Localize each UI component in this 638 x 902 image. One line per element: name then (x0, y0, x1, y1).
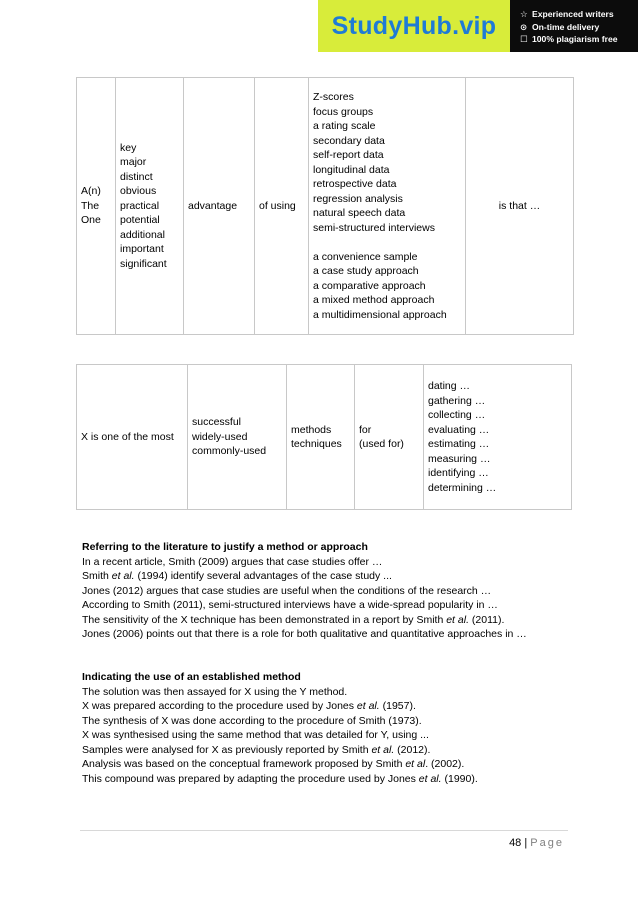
t2-col-subject: X is one of the most (77, 365, 188, 510)
example-sentence: In a recent article, Smith (2009) argues that case studies offer … (82, 555, 383, 568)
page-footer (509, 836, 564, 851)
example-sentence: Analysis was based on the conceptual framework proposed by Smith et al. (2002). (82, 758, 465, 770)
banner-feature: ⊙ On-time delivery (520, 21, 600, 32)
example-sentence: Jones (2012) argues that case studies are useful when the conditions of the research … (82, 584, 492, 597)
example-sentence: The synthesis of X was done according to the procedure of Smith (1973). (82, 714, 422, 727)
t2-col-adjective: successful widely-used commonly-used (188, 365, 287, 510)
banner-feature: ☆ Experienced writers (520, 9, 614, 19)
document-icon: ☐ (520, 34, 528, 44)
star-icon: ☆ (520, 9, 528, 19)
t1-col-preposition: of using (255, 78, 309, 335)
banner-features (510, 0, 638, 52)
t1-col-conclusion: is that … (466, 78, 574, 335)
example-sentence: X was synthesised using the same method that was detailed for Y, using ... (82, 729, 429, 741)
example-sentence: Samples were analysed for X as previously reported by Smith et al. (2012). (82, 743, 431, 756)
t1-col-adjective: key major distinct obvious practical potential additional important significant (116, 78, 184, 335)
studyhub-logo[interactable]: StudyHub.vip (318, 0, 510, 52)
example-sentence: Jones (2006) points out that there is a role for both qualitative and quantitative approaches in … (82, 628, 527, 640)
footer-divider (80, 830, 568, 831)
example-sentence: X was prepared according to the procedure used by Jones et al. (1957). (82, 700, 416, 712)
phrase-table-methods (76, 364, 572, 510)
page-separator: | (524, 837, 528, 849)
page-label: Page (530, 837, 564, 849)
section-heading: Referring to the literature to justify a method or approach (82, 541, 368, 553)
t1-col-noun: advantage (184, 78, 255, 335)
t1-col-article: A(n) The One (77, 78, 116, 335)
ad-banner[interactable] (318, 0, 638, 52)
t2-col-noun: methods techniques (287, 365, 355, 510)
t1-col-method: Z-scores focus groups a rating scale secondary data self-report data longitudinal data retrospective data regression analysis natural speech data semi-structured interviews a convenience sample a case study approach a comparative approach a mixed method approach a multidimensional approach (309, 78, 466, 335)
phrase-table-advantage (76, 77, 574, 335)
example-sentence: The solution was then assayed for X using the Y method. (82, 685, 348, 698)
example-sentence: This compound was prepared by adapting the procedure used by Jones et al. (1990). (82, 772, 478, 785)
page-number: 48 (509, 837, 522, 849)
section-heading: Indicating the use of an established method (82, 671, 301, 683)
section-literature (82, 540, 527, 642)
example-sentence: The sensitivity of the X technique has been demonstrated in a report by Smith et al. (2011). (82, 613, 505, 626)
section-established-method (82, 670, 478, 786)
t2-col-verb: dating … gathering … collecting … evaluating … estimating … measuring … identifying … determining … (424, 365, 572, 510)
clock-icon: ⊙ (520, 21, 528, 32)
t2-col-preposition: for (used for) (355, 365, 424, 510)
banner-feature: ☐ 100% plagiarism free (520, 34, 618, 44)
example-sentence: Smith et al. (1994) identify several advantages of the case study ... (82, 570, 392, 582)
example-sentence: According to Smith (2011), semi-structured interviews have a wide-spread popularity in … (82, 599, 498, 611)
